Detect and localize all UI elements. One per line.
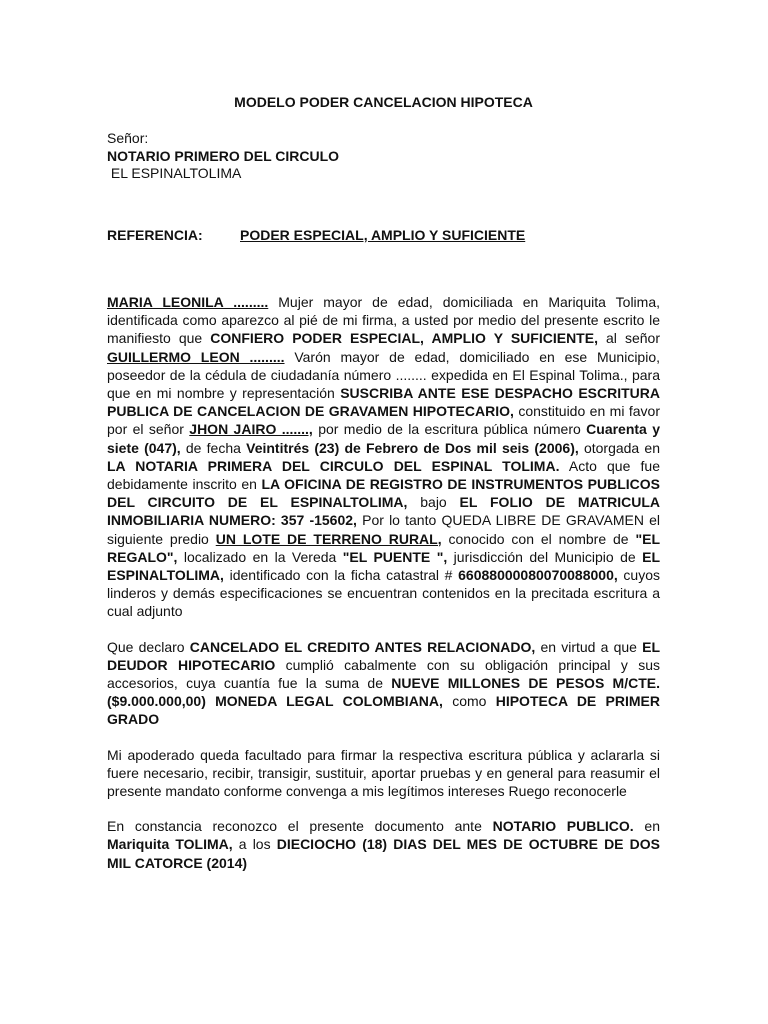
text-span: a los bbox=[232, 836, 277, 853]
text-span: por medio de la escritura pública número bbox=[312, 421, 587, 438]
bold-span: 66088000080070088000, bbox=[458, 566, 618, 583]
paragraph-credit-cancelled bbox=[107, 638, 660, 729]
text-span: cuyos linderos y demás especificaciones se encuentran contenidos en la precitada escritura a cual adjunto bbox=[107, 566, 660, 620]
bold-span: Veintitrés (23) de Febrero de Dos mil seis (2006), bbox=[246, 439, 579, 456]
text-span: Por lo tanto QUEDA LIBRE DE GRAVAMEN el siguiente predio bbox=[107, 512, 660, 547]
reference-line bbox=[107, 226, 660, 244]
text-span: en bbox=[633, 818, 660, 835]
property-type: UN LOTE DE TERRENO RURAL, bbox=[215, 530, 442, 547]
text-span: localizado en la Vereda bbox=[177, 548, 343, 565]
text-span: de fecha bbox=[180, 439, 247, 456]
bold-span: CONFIERO PODER ESPECIAL, AMPLIO Y SUFICIENTE, bbox=[210, 330, 598, 347]
text-span: constituido en mi favor por el señor bbox=[107, 403, 660, 438]
text-span: otorgada en bbox=[578, 439, 660, 456]
text-span: conocido con el nombre de bbox=[441, 530, 636, 547]
text-span: Acto que fue debidamente inscrito en bbox=[107, 457, 660, 492]
bold-span: Cuarenta y siete (047), bbox=[107, 421, 660, 456]
bold-span: "EL REGALO", bbox=[107, 530, 660, 565]
text-span: cumplió cabalmente con su obligación principal y sus accesorios, cuya cuantía fue la suma de bbox=[107, 656, 660, 691]
bold-span: SUSCRIBA ANTE ESE DESPACHO ESCRITURA PUBLICA DE CANCELACION DE GRAVAMEN HIPOTECARIO, bbox=[107, 384, 660, 420]
text-span: al señor bbox=[597, 330, 660, 347]
grantor-name: MARIA LEONILA ......... bbox=[107, 293, 269, 310]
bold-span: NUEVE MILLONES DE PESOS M/CTE. ($9.000.000,00) MONEDA LEGAL COLOMBIANA, bbox=[107, 674, 660, 710]
address-block bbox=[107, 130, 660, 183]
bold-span: HIPOTECA DE PRIMER GRADO bbox=[107, 693, 660, 728]
bold-span: DIECIOCHO (18) DIAS DEL MES DE OCTUBRE DE DOS MIL CATORCE (2014) bbox=[107, 836, 660, 871]
bold-span: LA NOTARIA PRIMERA DEL CIRCULO DEL ESPINAL TOLIMA. bbox=[107, 457, 560, 474]
text-span: Varón mayor de edad, domiciliado en ese Municipio, poseedor de la cédula de ciudadanía número ........ expedida en El Espinal Tolima., para que en mi nombre y representación bbox=[107, 348, 660, 401]
text-span: Que declaro bbox=[107, 638, 190, 655]
document-title: MODELO PODER CANCELACION HIPOTECA bbox=[234, 94, 533, 110]
recipient-place-text: EL ESPINALTOLIMA bbox=[110, 165, 242, 182]
debtor-name: JHON JAIRO ......., bbox=[189, 421, 313, 438]
recipient: NOTARIO PRIMERO DEL CIRCULO bbox=[107, 147, 340, 164]
text-span: En constancia reconozco el presente documento ante bbox=[107, 818, 493, 835]
bold-span: "EL PUENTE ", bbox=[342, 548, 448, 565]
reference-label: REFERENCIA: bbox=[107, 226, 203, 243]
paragraph-attestation bbox=[107, 817, 660, 872]
paragraph-attorney-powers: Mi apoderado queda facultado para firmar la respectiva escritura pública y aclararla si fuere necesario, recibir, transigir, sustituir, aportar pruebas y en general para reasumir el presente mandato conforme convenga a mis legítimos intereses Ruego reconocerle bbox=[107, 746, 660, 799]
attorney-name: GUILLERMO LEON ......... bbox=[107, 348, 285, 365]
bold-span: CANCELADO EL CREDITO ANTES RELACIONADO, bbox=[189, 638, 536, 655]
paragraph-power-grant bbox=[107, 293, 660, 621]
text-span: bajo bbox=[407, 494, 460, 511]
recipient-place bbox=[107, 165, 660, 183]
text-span: como bbox=[442, 693, 496, 710]
document-page bbox=[107, 93, 660, 872]
bold-span: LA OFICINA DE REGISTRO DE INSTRUMENTOS PUBLICOS DEL CIRCUITO DE EL ESPINALTOLIMA, bbox=[107, 475, 660, 511]
bold-span: EL FOLIO DE MATRICULA INMOBILIARIA NUMERO: 357 -15602, bbox=[107, 494, 661, 529]
text-span: en virtud a que bbox=[535, 638, 643, 655]
text-span: jurisdicción del Municipio de bbox=[447, 548, 643, 565]
bold-span: Mariquita TOLIMA, bbox=[107, 836, 233, 853]
bold-span: EL DEUDOR HIPOTECARIO bbox=[107, 638, 660, 673]
salutation: Señor: bbox=[107, 130, 149, 147]
text-span: identificado con la ficha catastral # bbox=[223, 566, 459, 583]
reference-value: PODER ESPECIAL, AMPLIO Y SUFICIENTE bbox=[240, 226, 526, 243]
bold-span: NOTARIO PUBLICO. bbox=[492, 818, 634, 835]
bold-span: EL ESPINALTOLIMA, bbox=[107, 548, 660, 583]
text-span: Mujer mayor de edad, domiciliada en Mariquita Tolima, identificada como aparezco al pié de mi firma, a usted por medio del presente escrito le manifiesto que bbox=[107, 293, 660, 347]
